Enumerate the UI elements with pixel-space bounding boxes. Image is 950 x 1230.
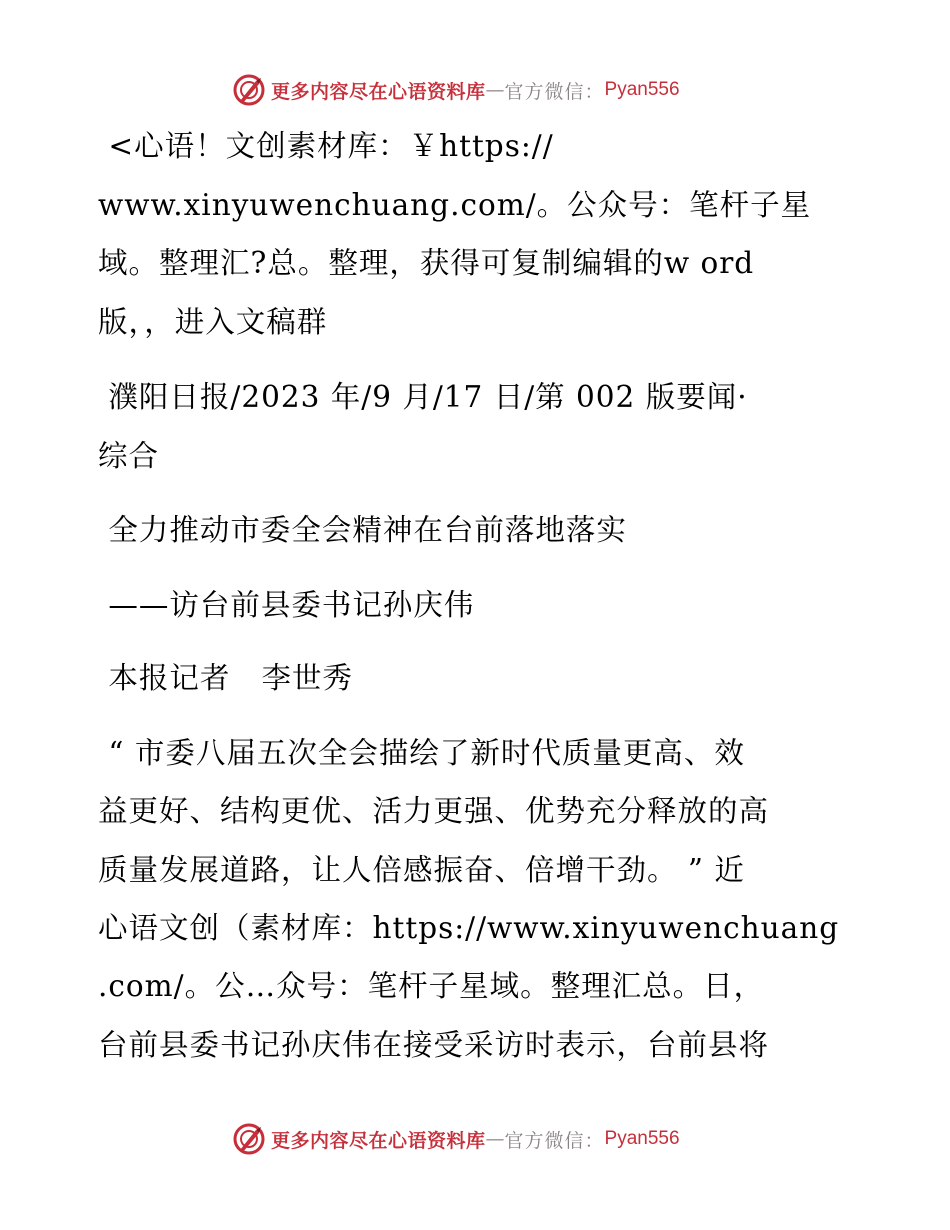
article-byline: 本报记者 李世秀 [98, 661, 354, 695]
text-line: “ 市委八届五次全会描绘了新时代质量更高、效 [98, 736, 745, 770]
text-line: 台前县委书记孙庆伟在接受采访时表示，台前县将 [98, 1028, 770, 1062]
watermark-wechat-id: Pyan556 [604, 1128, 680, 1149]
pen-logo-icon [232, 73, 266, 107]
article-title: 全力推动市委全会精神在台前落地落实 [98, 513, 627, 547]
watermark-header [232, 72, 680, 108]
text-line: <心语！文创素材库：￥https:// [98, 129, 554, 163]
text-line: 濮阳日报/2023 年/9 月/17 日/第 002 版要闻· [98, 380, 748, 414]
text-line: 益更好、结构更优、活力更强、优势充分释放的高 [98, 794, 770, 828]
text-line: 综合 [98, 439, 160, 473]
text-line: www.xinyuwenchuang.com/。公众号：笔杆子星 [98, 188, 812, 222]
watermark-official-label: 官方微信： [504, 1129, 605, 1152]
text-line: .com/。公…众号：笔杆子星域。整理汇总。日， [98, 969, 765, 1003]
watermark-wechat-id: Pyan556 [604, 79, 680, 100]
watermark-dash: — [485, 1128, 505, 1150]
text-line: 质量发展道路，让人倍感振奋、倍增干劲。 ” 近 [98, 853, 745, 887]
watermark-dash: — [485, 79, 505, 101]
watermark-footer [232, 1121, 680, 1157]
watermark-main-text: 更多内容尽在心语资料库 [271, 80, 486, 103]
pen-logo-icon [232, 1122, 266, 1156]
watermark-official-label: 官方微信： [504, 80, 605, 103]
watermark-main-text: 更多内容尽在心语资料库 [271, 1129, 486, 1152]
text-line: 版，，进入文稿群 [98, 305, 328, 339]
text-line: 心语文创（素材库：https://www.xinyuwenchuang [98, 911, 840, 945]
article-subtitle: ——访台前县委书记孙庆伟 [98, 588, 475, 622]
text-line: 域。整理汇?总。整理，获得可复制编辑的w ord [98, 246, 755, 280]
